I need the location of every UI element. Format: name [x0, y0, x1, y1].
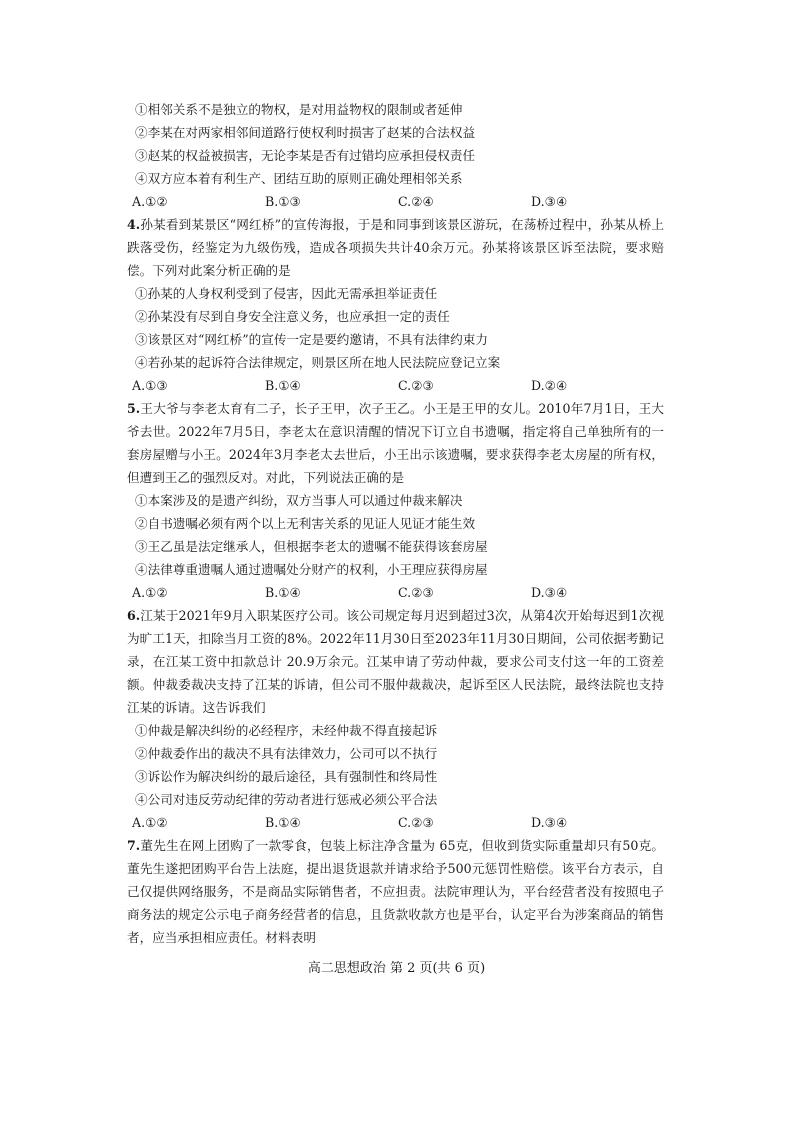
q5-choice-a: A.①②	[132, 585, 168, 600]
q6-choice-b: B.①④	[265, 815, 301, 830]
q4-choice-b: B.①④	[265, 378, 301, 393]
question-4	[127, 213, 664, 282]
q3-choice-b: B.①③	[265, 194, 301, 209]
q5-number: 5.	[127, 401, 141, 416]
q4-number: 4.	[127, 217, 141, 232]
q5-choices	[132, 581, 664, 604]
question-7	[127, 834, 664, 949]
q7-stem	[127, 834, 664, 949]
q5-stem	[127, 397, 664, 489]
q6-option-3: ③诉讼作为解决纠纷的最后途径，具有强制性和终局性	[135, 769, 438, 784]
q4-stem	[127, 213, 664, 282]
q5-option-2: ②自书遗嘱必须有两个以上无利害关系的见证人见证才能生效	[135, 516, 476, 531]
question-5	[127, 397, 664, 489]
q7-number: 7.	[127, 838, 141, 853]
exam-content	[127, 98, 664, 949]
q5-choice-c: C.②③	[398, 585, 434, 600]
q5-choice-b: B.①④	[265, 585, 301, 600]
q3-choice-c: C.②④	[398, 194, 434, 209]
q6-choice-a: A.①②	[132, 815, 168, 830]
page-footer: 高二思想政治 第 2 页(共 6 页)	[307, 961, 486, 976]
q6-stem-text: 江某于2021年9月入职某医疗公司。该公司规定每月迟到超过3次，从第4次开始每迟到1次视为旷工1天，扣除当月工资的8%。2022年11月30日至2023年11月30日期间，公司依据考勤记录，在江某工资中扣款总计 20.9万余元。江某申请了劳动仲裁，要求公司支付这一年的工资差额。仲裁委裁决支持了江某的诉请，但公司不服仲裁裁决，起诉至区人民法院，最终法院也支持江某的诉请。这告诉我们	[127, 608, 664, 715]
q5-stem-text: 王大爷与李老太育有二子，长子王甲，次子王乙。小王是王甲的女儿。2010年7月1日，王大爷去世。2022年7月5日，李老太在意识清醒的情况下订立自书遗嘱，指定将自己单独所有的一套房屋赠与小王。2024年3月李老太去世后，小王出示该遗嘱，要求获得李老太房屋的所有权，但遭到王乙的强烈反对。对此，下列说法正确的是	[127, 401, 664, 485]
q6-choices	[132, 811, 664, 834]
q3-option-4: ④双方应本着有利生产、团结互助的原则正确处理相邻关系	[135, 171, 463, 186]
q4-choice-c: C.②③	[398, 378, 434, 393]
q3-option-1: ①相邻关系不是独立的物权，是对用益物权的限制或者延伸	[135, 102, 463, 117]
q5-option-4: ④法律尊重遗嘱人通过遗嘱处分财产的权利，小王理应获得房屋	[135, 562, 488, 577]
q6-stem	[127, 604, 664, 719]
q4-option-4: ④若孙某的起诉符合法律规定，则景区所在地人民法院应登记立案	[135, 355, 501, 370]
q3-option-2: ②李某在对两家相邻间道路行使权利时损害了赵某的合法权益	[135, 125, 476, 140]
q4-option-2: ②孙某没有尽到自身安全注意义务，也应承担一定的责任	[135, 309, 450, 324]
q4-choice-a: A.①③	[132, 378, 168, 393]
q3-choice-a: A.①②	[132, 194, 168, 209]
q4-stem-text: 孙某看到某景区“网红桥”的宣传海报，于是和同事到该景区游玩，在荡桥过程中，孙某从桥上跌落受伤，经鉴定为九级伤残，造成各项损失共计40余万元。孙某将该景区诉至法院，要求赔偿。下列对此案分析正确的是	[127, 217, 664, 278]
q3-choice-d: D.③④	[531, 194, 568, 209]
q5-choice-d: D.③④	[531, 585, 568, 600]
question-6	[127, 604, 664, 719]
q4-choices	[132, 374, 664, 397]
q5-option-1: ①本案涉及的是遗产纠纷，双方当事人可以通过仲裁来解决	[135, 493, 463, 508]
question-3-options	[132, 98, 664, 213]
q4-option-1: ①孙某的人身权利受到了侵害，因此无需承担举证责任	[135, 286, 438, 301]
q6-choice-d: D.③④	[531, 815, 568, 830]
q6-choice-c: C.②③	[398, 815, 434, 830]
q6-number: 6.	[127, 608, 141, 623]
q3-option-3: ③赵某的权益被损害，无论李某是否有过错均应承担侵权责任	[135, 148, 476, 163]
q6-option-1: ①仲裁是解决纠纷的必经程序，未经仲裁不得直接起诉	[135, 723, 438, 738]
q5-option-3: ③王乙虽是法定继承人，但根据李老太的遗嘱不能获得该套房屋	[135, 539, 488, 554]
q7-stem-text: 董先生在网上团购了一款零食，包装上标注净含量为 65克，但收到货实际重量却只有50克。董先生遂把团购平台告上法庭，提出退货退款并请求给予500元惩罚性赔偿。该平台方表示，自己仅提供网络服务，不是商品实际销售者，不应担责。法院审理认为，平台经营者没有按照电子商务法的规定公示电子商务经营者的信息，且货款收款方也是平台，认定平台为涉案商品的销售者，应当承担相应责任。材料表明	[127, 838, 664, 945]
q3-choices	[132, 190, 664, 213]
q4-choice-d: D.②④	[531, 378, 568, 393]
q6-option-2: ②仲裁委作出的裁决不具有法律效力，公司可以不执行	[135, 746, 438, 761]
q6-option-4: ④公司对违反劳动纪律的劳动者进行惩戒必须公平合法	[135, 792, 438, 807]
q4-option-3: ③该景区对“网红桥”的宣传一定是要约邀请，不具有法律约束力	[135, 332, 488, 347]
